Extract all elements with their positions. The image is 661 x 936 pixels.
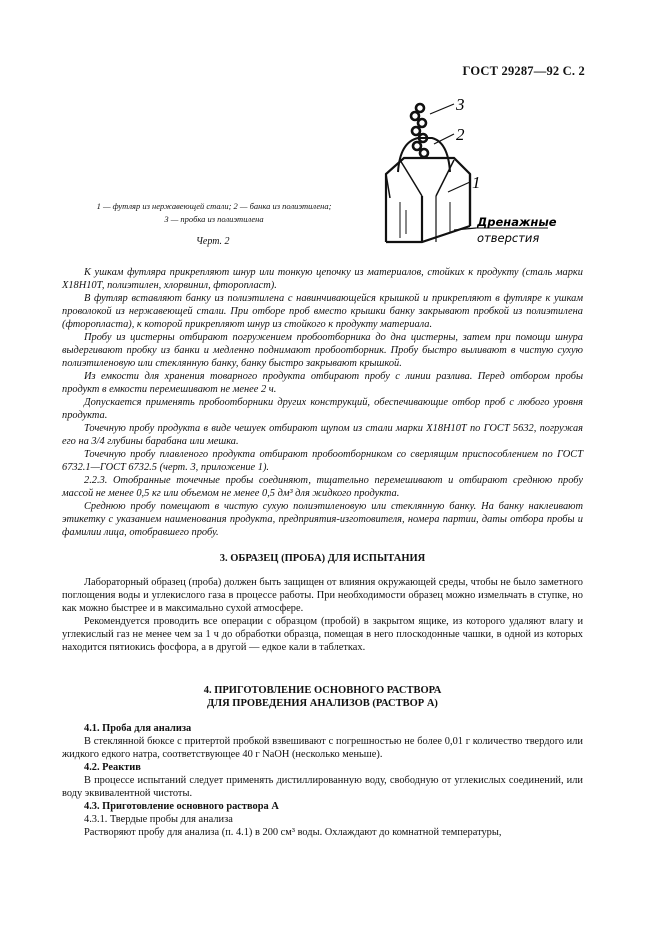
figure-legend [64,200,364,226]
subsection-4-3-1-title: 4.3.1. Твердые пробы для анализа [84,814,233,825]
paragraph: В стеклянной бюксе с притертой пробкой взвешивают с погрешностью не более 0,01 г количество твердого или жидкого едкого натра, соответствующее 40 г NaOH (несколько меньше). [62,736,583,760]
page-header: ГОСТ 29287—92 С. 2 [462,64,585,78]
paragraph: Из емкости для хранения товарного продукта отбирают пробу с линии разлива. Перед отбором пробы продукт в емкости перемешивают не менее 2 ч. [62,371,583,395]
callout-label-2: 2 [456,125,465,144]
section-4-title-line1: 4. ПРИГОТОВЛЕНИЕ ОСНОВНОГО РАСТВОРА [203,685,442,696]
paragraph: Пробу из цистерны отбирают погружением пробоотборника до дна цистерны, затем при помощи шнура выдергивают пробку из банки и медленно поднимают пробоотборник. Пробу быстро выливают в чистую сухую полиэтиленовую или стеклянную банку, банку быстро закрывают крышкой. [62,332,583,369]
sampling-text-block [62,266,583,539]
section-4-text [62,722,583,839]
drainage-label-line2: отверстия [477,231,540,245]
section-4-title-line2: ДЛЯ ПРОВЕДЕНИЯ АНАЛИЗОВ (РАСТВОР А) [207,698,438,709]
callout-label-3: 3 [456,95,465,114]
paragraph: Растворяют пробу для анализа (п. 4.1) в 200 см³ воды. Охлаждают до комнатной температуры, [84,827,502,838]
sampler-drawing [370,92,560,260]
paragraph: Точечную пробу плавленого продукта отбирают пробоотборником со сверлящим приспособлением по ГОСТ 6732.1—ГОСТ 6732.5 (черт. 3, приложение 1). [62,449,583,473]
paragraph: Лабораторный образец (проба) должен быть защищен от влияния окружающей среды, чтобы не было заметного поглощения воды и углекислого газа в процессе работы. При необходимости образец можно измельчать в ступке, но как можно быстрее и в максимально сухой атмосфере. [62,577,583,614]
subsection-4-3-title: 4.3. Приготовление основного раствора А [84,801,279,812]
paragraph: В процессе испытаний следует применять дистиллированную воду, свободную от углекислых соединений, или воду эквивалентной чистоты. [62,775,583,799]
subsection-4-1-title: 4.1. Проба для анализа [84,723,192,734]
subsection-4-2-title: 4.2. Реактив [84,762,141,773]
paragraph: Допускается применять пробоотборники других конструкций, обеспечивающие отбор проб с любого уровня продукта. [62,397,583,421]
legend-line-2: 3 — пробка из полиэтилена [164,214,264,224]
drainage-label-line1: Дренажные [477,215,557,229]
paragraph: Рекомендуется проводить все операции с образцом (пробой) в закрытом ящике, из которого удаляют влагу и углекислый газ не менее чем за 1 ч до обработки образца, помещая в него плоскодонные чашки, в одной из которых находится пятиокись фосфора, а в другой — едкое кали в таблетках. [62,616,583,653]
legend-line-1: 1 — футляр из нержавеющей стали; 2 — банка из полиэтилена; [96,201,332,211]
figure-caption: Черт. 2 [196,236,230,247]
paragraph: К ушкам футляра прикрепляют шнур или тонкую цепочку из материалов, стойких к продукту (сталь марки Х18Н10Т, полиэтилен, хлорвинил, фторопласт). [62,267,583,291]
section-3-text [62,576,583,654]
section-3-title: 3. ОБРАЗЕЦ (ПРОБА) ДЛЯ ИСПЫТАНИЯ [219,553,426,564]
paragraph: Среднюю пробу помещают в чистую сухую полиэтиленовую или стеклянную банку. На банку наклеивают этикетку с указанием наименования продукта, предприятия-изготовителя, номера партии, даты отбора пробы и фамилии лица, отобравшего пробу. [62,501,583,538]
paragraph: В футляр вставляют банку из полиэтилена с навинчивающейся крышкой и прикрепляют в футляре к ушкам проволокой из нержавеющей стали. При отборе проб вместо крышки банку закрывают пробкой из полиэтилена (фторопласта), к которой прикрепляют шнур из стойкого к продукту материала. [62,293,583,330]
paragraph: Точечную пробу продукта в виде чешуек отбирают щупом из стали марки Х18Н10Т по ГОСТ 5632, погружая его на 3/4 глубины барабана или мешка. [62,423,583,447]
stopper-cord-icon [411,104,428,157]
callout-label-1: 1 [472,173,481,192]
paragraph: 2.2.3. Отобранные точечные пробы соединяют, тщательно перемешивают и отбирают среднюю пробу массой не менее 0,5 кг или объемом не менее 0,5 дм³ для жидкого продукта. [62,475,583,499]
